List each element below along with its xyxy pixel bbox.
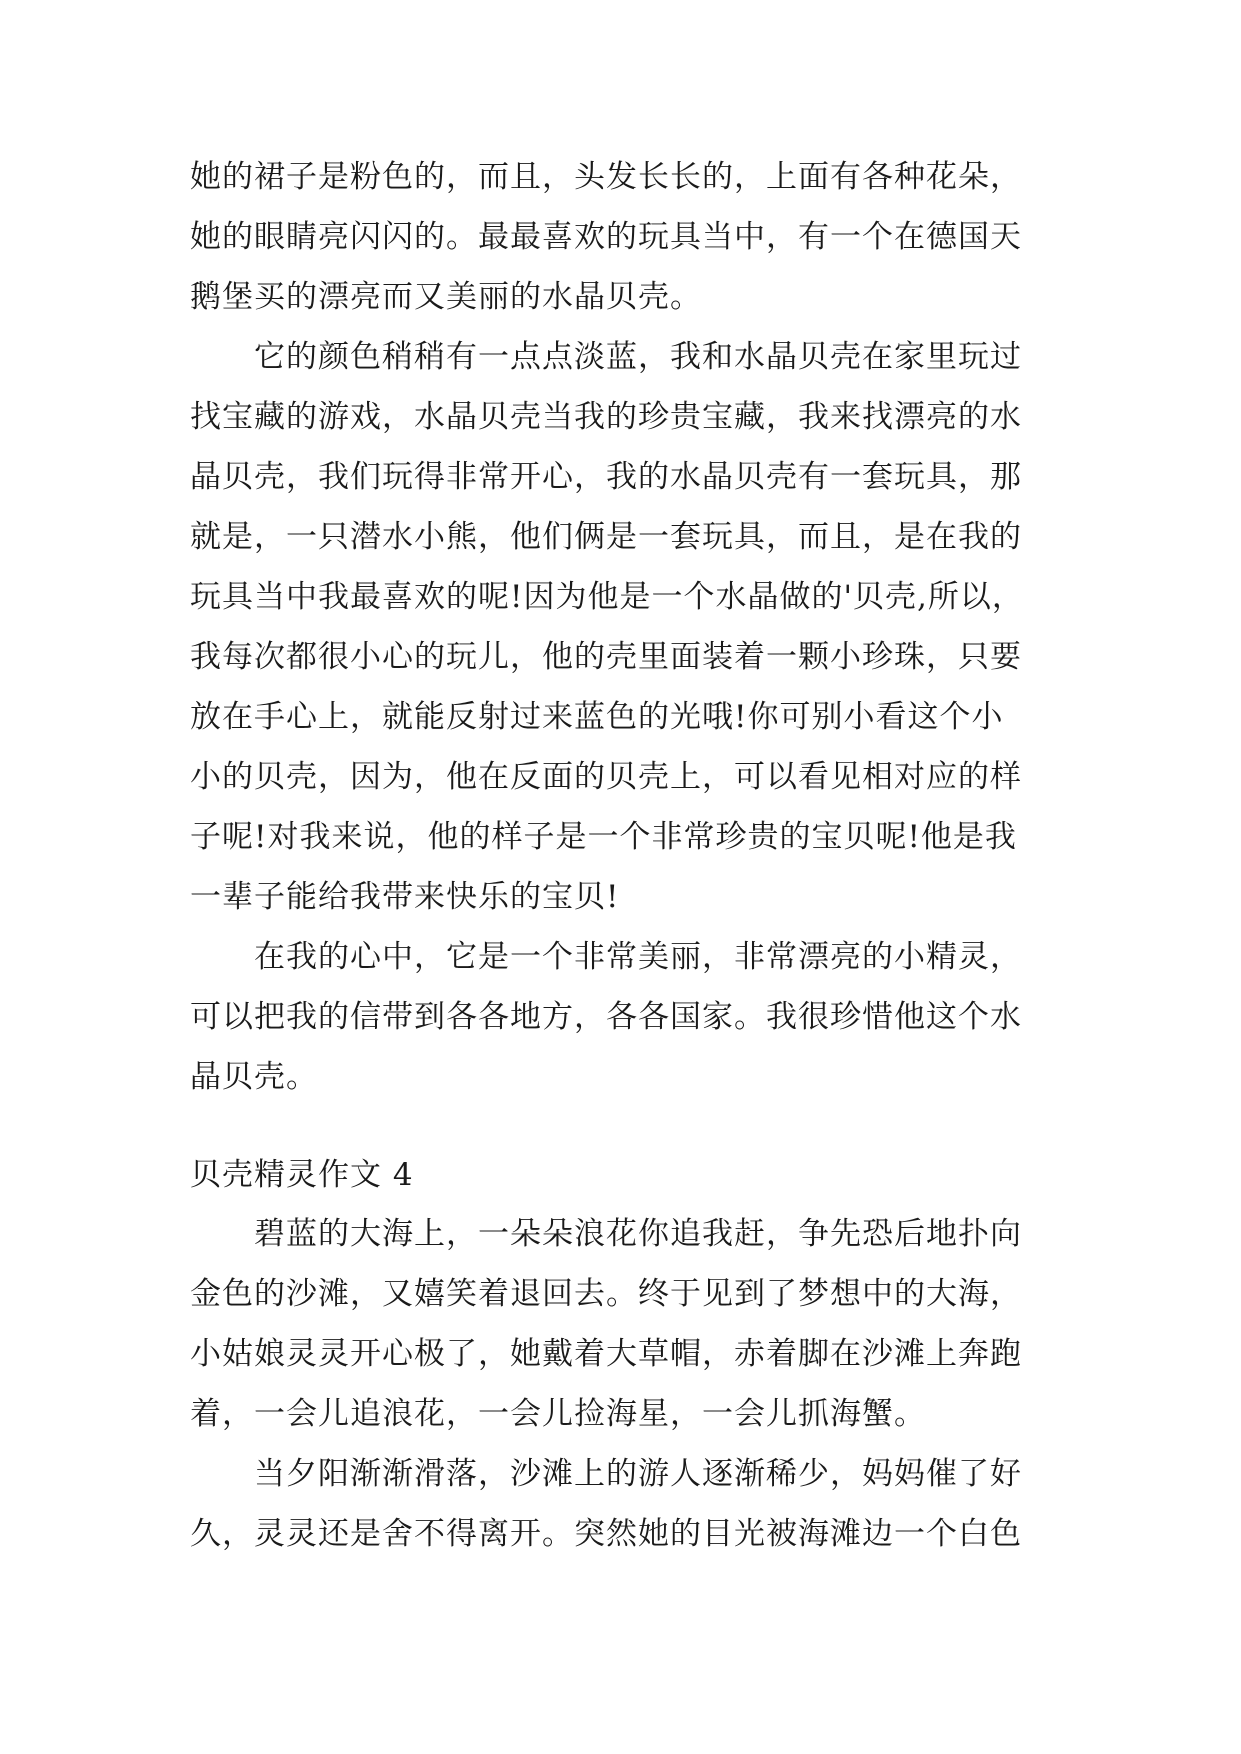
section-heading: 贝壳精灵作文 4 [190,1157,414,1193]
paragraph-line: 鹅堡买的漂亮而又美丽的水晶贝壳。 [190,279,702,315]
paragraph-line: 可以把我的信带到各各地方，各各国家。我很珍惜他这个水 [190,999,1022,1035]
paragraph-line: 在我的心中，它是一个非常美丽，非常漂亮的小精灵， [254,939,1022,975]
paragraph-line: 我每次都很小心的玩儿，他的壳里面装着一颗小珍珠，只要 [190,639,1022,675]
paragraph-line: 找宝藏的游戏，水晶贝壳当我的珍贵宝藏，我来找漂亮的水 [190,399,1022,435]
paragraph-line: 当夕阳渐渐滑落，沙滩上的游人逐渐稀少，妈妈催了好 [254,1456,1022,1492]
paragraph-line: 小的贝壳，因为，他在反面的贝壳上，可以看见相对应的样 [190,759,1022,795]
paragraph-line: 晶贝壳，我们玩得非常开心，我的水晶贝壳有一套玩具，那 [190,459,1022,495]
paragraph-line: 放在手心上，就能反射过来蓝色的光哦!你可别小看这个小 [190,699,1004,735]
paragraph-line: 晶贝壳。 [190,1059,318,1095]
paragraph-line: 小姑娘灵灵开心极了，她戴着大草帽，赤着脚在沙滩上奔跑 [190,1336,1022,1372]
paragraph-line: 着，一会儿追浪花，一会儿捡海星，一会儿抓海蟹。 [190,1396,926,1432]
paragraph-line: 就是，一只潜水小熊，他们俩是一套玩具，而且，是在我的 [190,519,1022,555]
paragraph-line: 她的裙子是粉色的，而且，头发长长的，上面有各种花朵， [190,159,1022,195]
paragraph-line: 玩具当中我最喜欢的呢!因为他是一个水晶做的'贝壳,所以， [190,579,1024,615]
paragraph-line: 久，灵灵还是舍不得离开。突然她的目光被海滩边一个白色 [190,1516,1022,1552]
paragraph-line: 子呢!对我来说，他的样子是一个非常珍贵的宝贝呢!他是我 [190,819,1017,855]
paragraph-line: 金色的沙滩，又嬉笑着退回去。终于见到了梦想中的大海， [190,1276,1022,1312]
paragraph-line: 她的眼睛亮闪闪的。最最喜欢的玩具当中，有一个在德国天 [190,219,1022,255]
paragraph-line: 它的颜色稍稍有一点点淡蓝，我和水晶贝壳在家里玩过 [254,339,1022,375]
paragraph-line: 一辈子能给我带来快乐的宝贝! [190,879,620,915]
paragraph-line: 碧蓝的大海上，一朵朵浪花你追我赶，争先恐后地扑向 [254,1216,1022,1252]
